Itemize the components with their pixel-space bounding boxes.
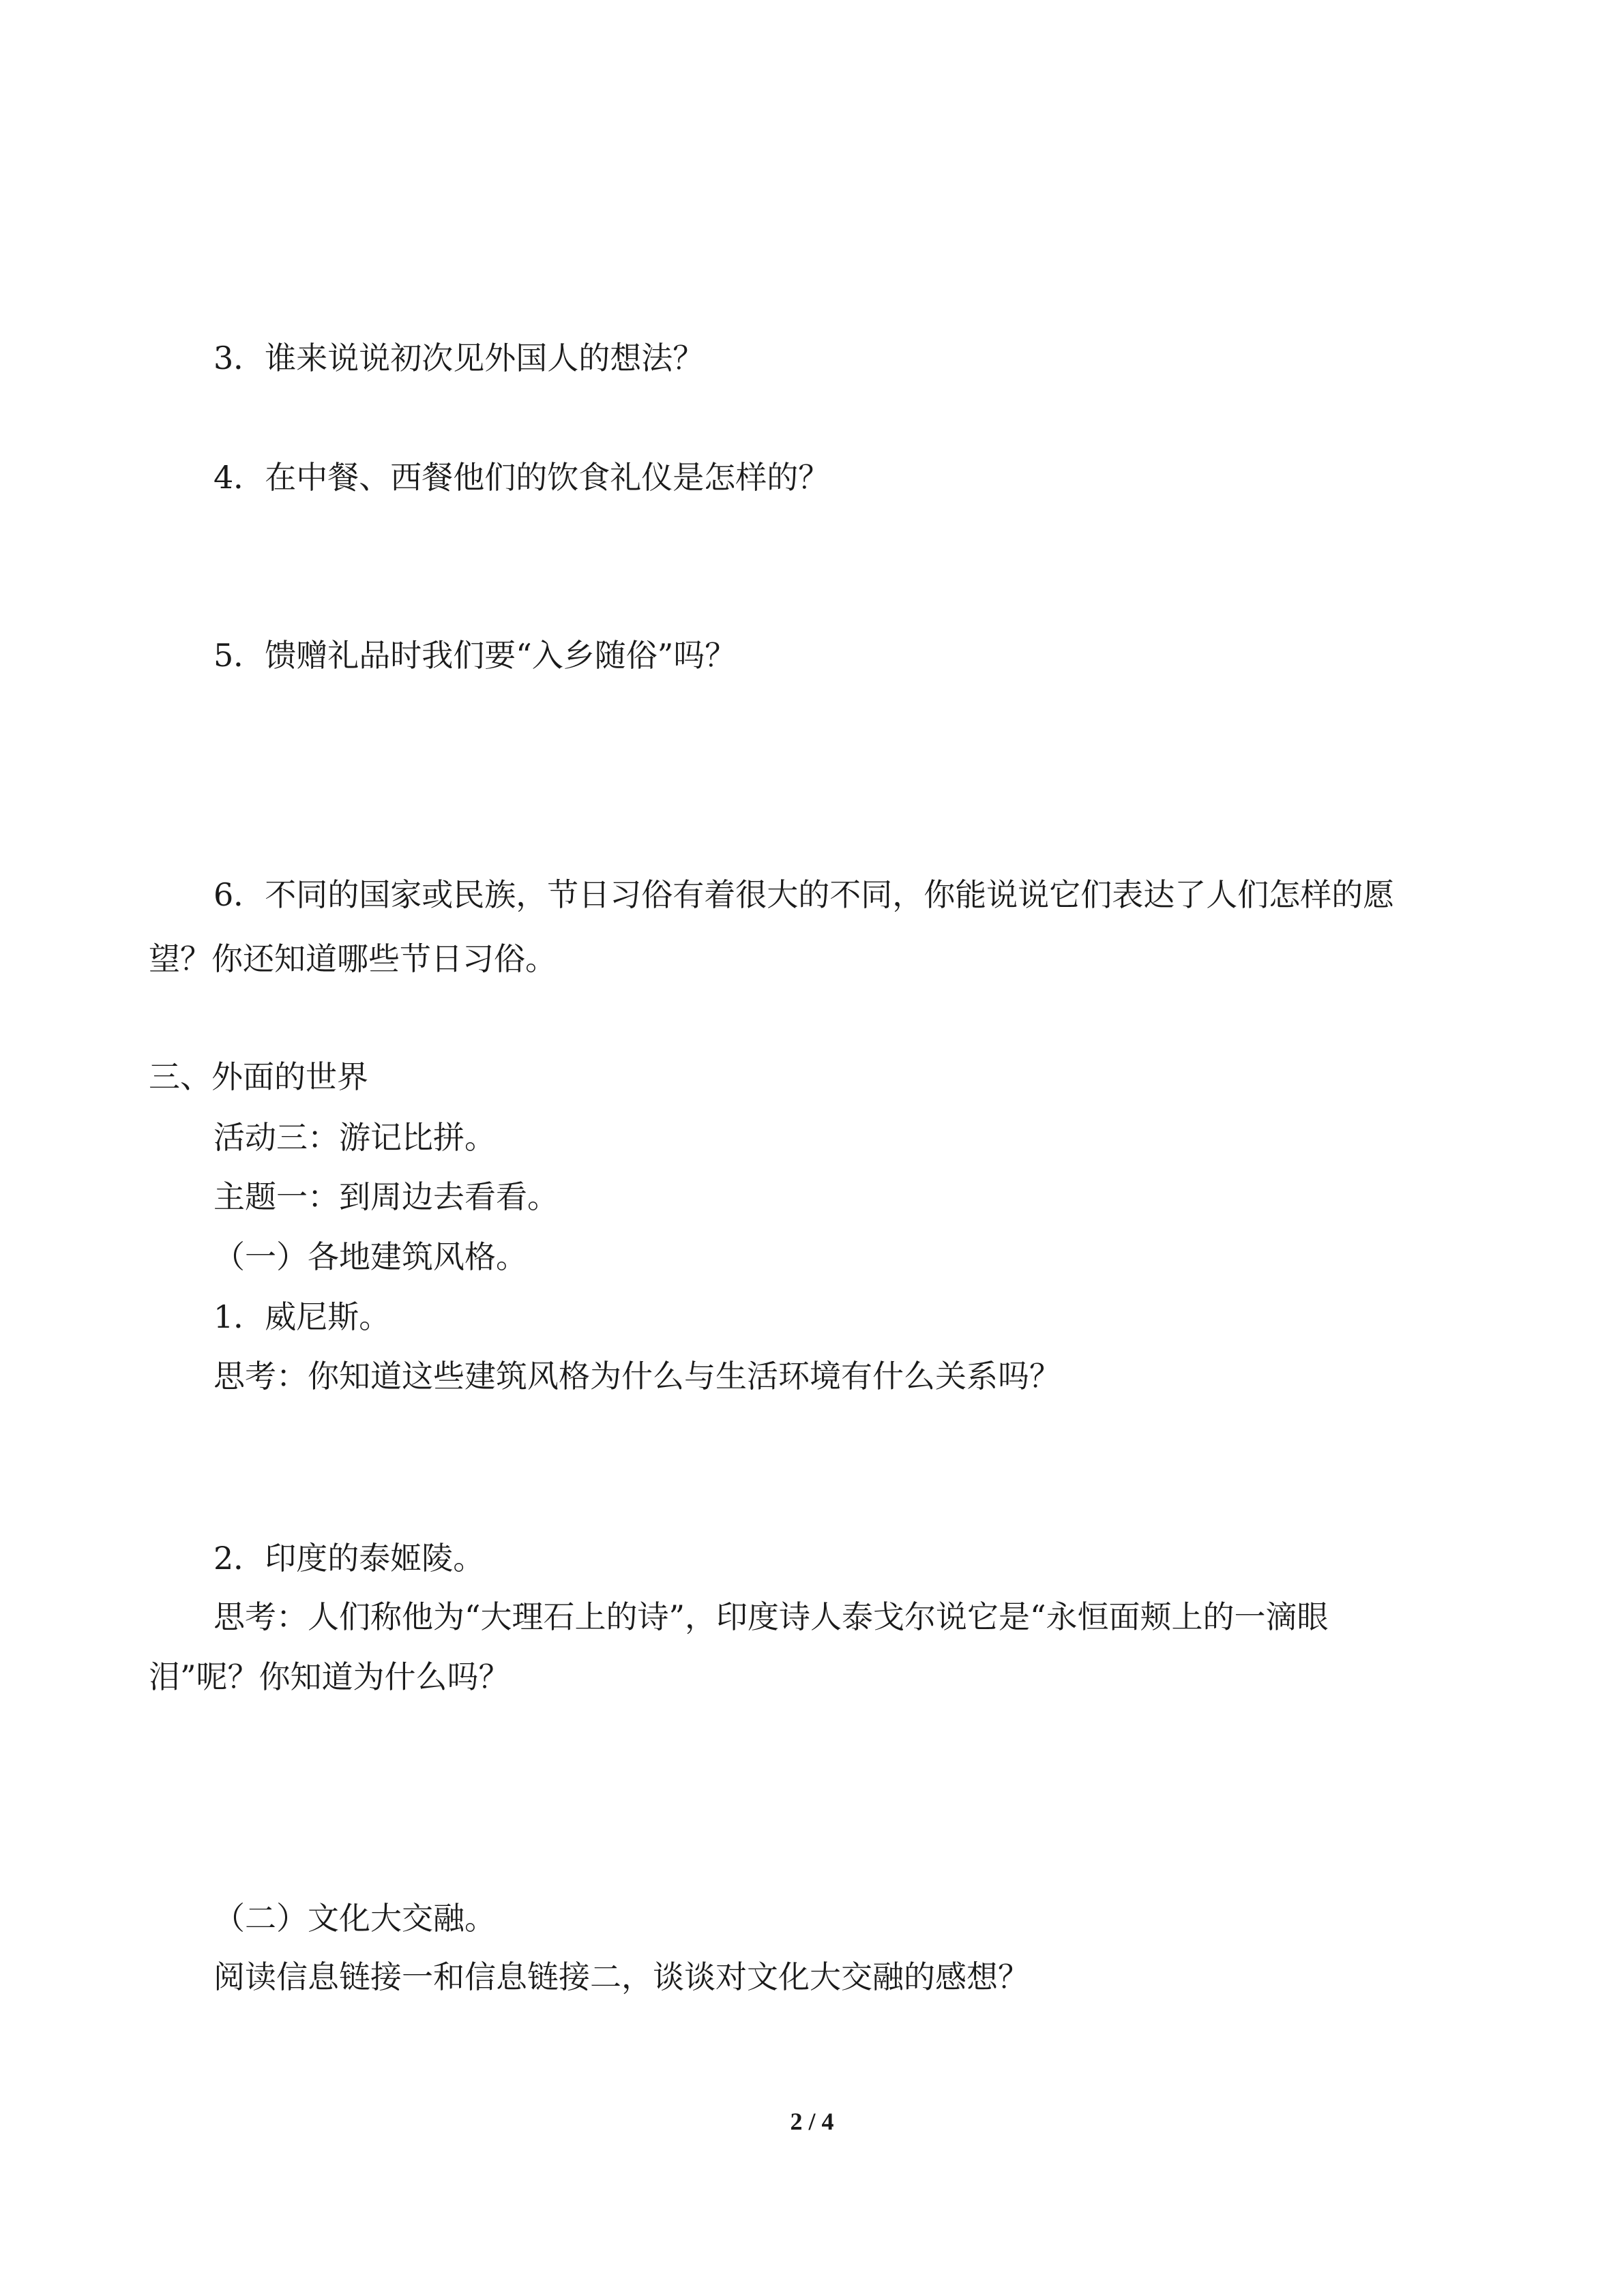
question-5: 5．馈赠礼品时我们要“入乡随俗”吗？ — [213, 637, 737, 674]
theme-1: 主题一：到周边去看看。 — [213, 1178, 559, 1215]
reading-prompt: 阅读信息链接一和信息链接二，谈谈对文化大交融的感想？ — [213, 1958, 1029, 1995]
item-2: 2．印度的泰姬陵。 — [213, 1540, 485, 1577]
question-6-line-2: 望？你还知道哪些节日习俗。 — [149, 940, 557, 977]
question-6-line-1: 6．不同的国家或民族，节日习俗有着很大的不同，你能说说它们表达了人们怎样的愿 — [213, 876, 1395, 913]
page-number: 2 / 4 — [790, 2108, 834, 2135]
subsection-1-heading: （一）各地建筑风格。 — [213, 1238, 527, 1275]
activity-3: 活动三：游记比拼。 — [213, 1119, 496, 1156]
section-3-heading: 三、外面的世界 — [149, 1058, 368, 1095]
think-1: 思考：你知道这些建筑风格为什么与生活环境有什么关系吗？ — [213, 1358, 1061, 1395]
think-2-line-2: 泪”呢？你知道为什么吗？ — [149, 1658, 510, 1695]
subsection-2-heading: （二）文化大交融。 — [213, 1900, 496, 1937]
question-4: 4．在中餐、西餐他们的饮食礼仪是怎样的？ — [213, 459, 830, 496]
question-3: 3．谁来说说初次见外国人的想法？ — [213, 340, 705, 376]
item-1: 1．威尼斯。 — [213, 1298, 391, 1335]
think-2-line-1: 思考：人们称他为“大理石上的诗”，印度诗人泰戈尔说它是“永恒面颊上的一滴眼 — [213, 1598, 1329, 1635]
